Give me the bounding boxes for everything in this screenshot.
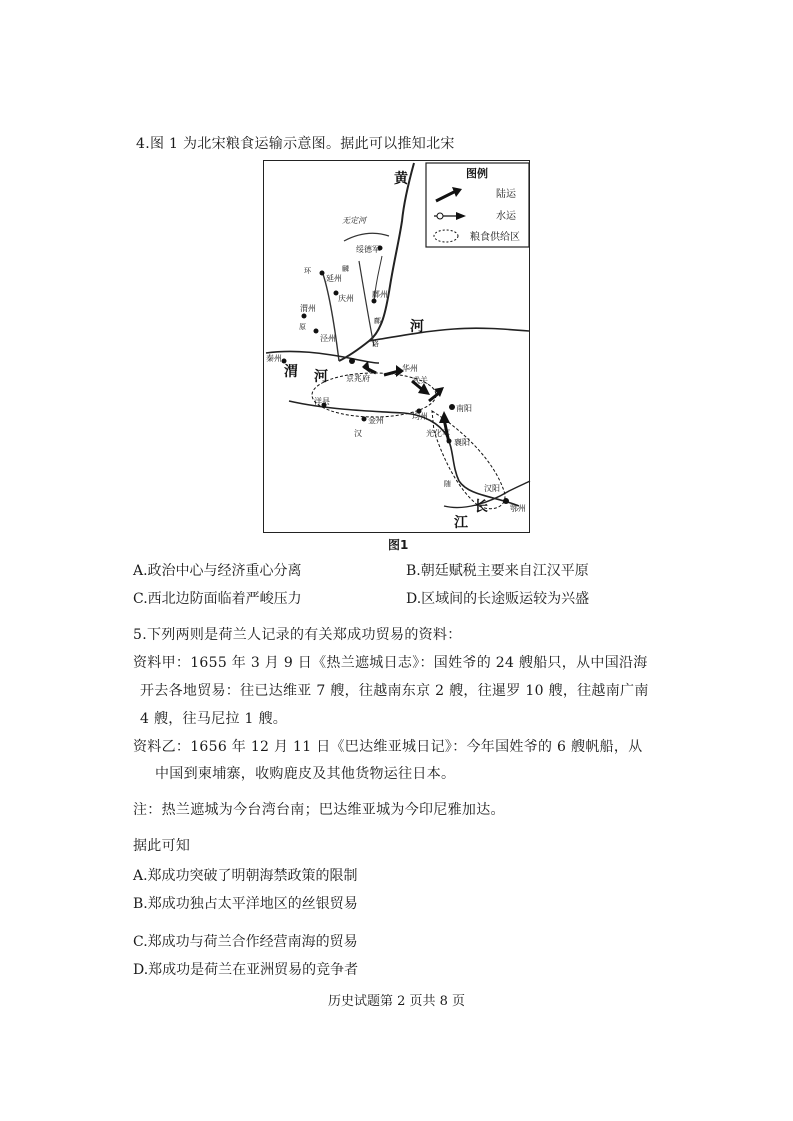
q5-option-c[interactable]: C.郑成功与荷兰合作经营南海的贸易 — [133, 934, 358, 950]
map-caption: 图1 — [388, 538, 409, 552]
label-wei-he: 河 — [314, 369, 328, 385]
q5-option-d[interactable]: D.郑成功是荷兰在亚洲贸易的竞争者 — [133, 962, 359, 978]
label-jinzhou: 金州 — [368, 416, 384, 425]
source-yi-line-1: 资料乙：1656 年 12 月 11 日《巴达维亚城日记》：今年国姓爷的 6 艘帆船，从 — [133, 739, 643, 755]
conclude-prompt: 据此可知 — [133, 838, 191, 854]
source-jia-line-3: 4 艘，往马尼拉 1 艘。 — [140, 711, 288, 727]
legend-water: 水运 — [496, 211, 516, 222]
legend-supply: 粮食供给区 — [470, 232, 520, 243]
label-wuding: 无定河 — [342, 216, 366, 225]
label-hanyang: 汉阳 — [484, 484, 500, 493]
label-wei: 渭 — [284, 364, 298, 380]
page-footer: 历史试题第 2 页共 8 页 — [327, 994, 466, 1009]
label-fu: 鄜 — [374, 317, 381, 325]
label-yangxian: 洋县 — [314, 397, 330, 406]
song-grain-transport-map — [263, 160, 530, 533]
label-sui: 随 — [444, 480, 451, 488]
question-4-stem: 4.图 1 为北宋粮食运输示意图。据此可以推知北宋 — [136, 136, 455, 152]
label-wuguan: 武关 — [412, 376, 428, 385]
label-xiangyang: 襄阳 — [454, 438, 470, 447]
label-chang: 长 — [474, 499, 488, 515]
legend-land: 陆运 — [496, 189, 516, 200]
label-guanghua: 光化军 — [426, 429, 450, 438]
label-qinzhou: 秦州 — [266, 354, 282, 363]
map-svg — [264, 161, 531, 534]
source-jia-line-1: 资料甲：1655 年 3 月 9 日《热兰遮城日志》：国姓爷的 24 艘船只，从中国沿海 — [133, 655, 648, 671]
supply-area-xiangyang — [432, 411, 505, 509]
label-qingzhou: 庆州 — [338, 294, 354, 303]
label-yanzhou: 延州 — [326, 274, 342, 283]
label-weizhou: 渭州 — [300, 304, 316, 313]
legend-title: 图例 — [466, 167, 488, 180]
label-nanyang: 南阳 — [456, 404, 472, 413]
label-yuan: 原 — [299, 323, 306, 331]
label-jingzhou: 泾州 — [320, 334, 336, 343]
q4-option-a[interactable]: A.政治中心与经济重心分离 — [133, 563, 302, 579]
q4-option-d[interactable]: D.区域间的长途贩运较为兴盛 — [406, 591, 590, 607]
label-jiang: 江 — [454, 515, 468, 531]
yellow-river — [339, 163, 414, 361]
label-huazhou: 华州 — [402, 364, 418, 373]
yellow-river-east — [369, 328, 529, 341]
source-note: 注：热兰遮城为今台湾台南；巴达维亚城为今印尼雅加达。 — [133, 802, 505, 818]
label-he: 河 — [410, 319, 424, 335]
label-luo: 洛 — [372, 340, 379, 348]
map-legend — [426, 163, 529, 247]
q5-option-b[interactable]: B.郑成功独占太平洋地区的丝银贸易 — [133, 896, 358, 912]
source-jia-line-2: 开去各地贸易：往已达维亚 7 艘，往越南东京 2 艘，往暹罗 10 艘，往越南广南 — [140, 683, 649, 699]
label-han: 汉 — [354, 429, 362, 438]
label-jingzhaofu: 京兆府 — [346, 374, 370, 383]
q4-option-b[interactable]: B.朝廷赋税主要来自江汉平原 — [406, 563, 589, 579]
source-yi-line-2: 中国到柬埔寨，收购鹿皮及其他货物运往日本。 — [155, 766, 456, 782]
label-suide: 绥德军 — [356, 245, 380, 254]
label-huang: 黄 — [394, 171, 408, 187]
q5-option-a[interactable]: A.郑成功突破了明朝海禁政策的限制 — [133, 868, 358, 884]
q4-option-c[interactable]: C.西北边防面临着严峻压力 — [133, 591, 302, 607]
label-fuzhou: 鄜州 — [372, 290, 388, 299]
label-ezhou: 鄂州 — [510, 504, 526, 513]
label-huan: 环 — [304, 267, 311, 275]
label-lin: 麟 — [342, 265, 349, 273]
label-junzhou: 均州 — [412, 412, 428, 421]
question-5-stem: 5.下列两则是荷兰人记录的有关郑成功贸易的资料： — [133, 627, 462, 643]
